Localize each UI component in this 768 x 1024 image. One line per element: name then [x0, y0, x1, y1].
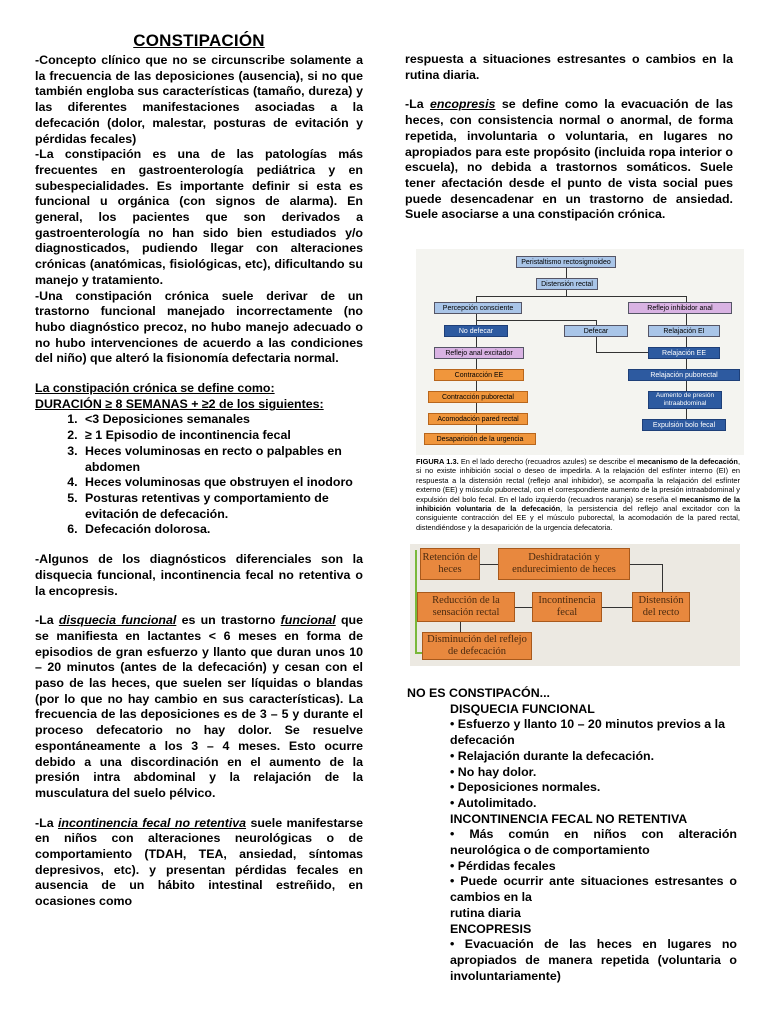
left-column: [35, 53, 363, 910]
dyschezia-title: DISQUECIA FUNCIONAL: [450, 701, 595, 716]
box-contraccion-puborectal: Contracción puborectal: [428, 391, 528, 403]
constipation-cycle-diagram: [410, 544, 740, 666]
box-relajacion-ei: Relajación EI: [648, 325, 720, 337]
dyschezia-item: • No hay dolor.: [450, 764, 537, 779]
criteria-item: 4. Heces voluminosas que obstruyen el inodoro: [81, 475, 363, 491]
incontinence-item: rutina diaria: [450, 905, 521, 920]
figure1-caption: FIGURA 1.3. En el lado derecho (recuadros azules) se describe el mecanismo de la defecación, si no existe inhibición social o deseo de impedirla. A la relajación del esfínter interno (EI) en respuesta a la distensión rectal (reflejo anal inhibidor), se acompaña la relajación del esfínter externo (EE) y músculo puborectal, con el correspondiente aumento de la presión intraabdominal y expulsión del bolo fecal. En el lado izquierdo (recuadros naranja) se reseña el mecanismo de la inhibición voluntaria de la defecación, la persistencia del reflejo anal excitador con la consiguiente contracción del EE y el músculo puborectal, la acomodación de la pared rectal, distendiéndose y la desaparición de la urgencia defecatoria.: [416, 457, 741, 532]
box-acomodacion: Acomodación pared rectal: [428, 413, 528, 425]
criteria-item: 2. ≥ 1 Episodio de incontinencia fecal: [81, 428, 363, 444]
frequency-paragraph: -La constipación es una de las patologías más frecuentes en gastroenterología pediátrica y en subespecialidades. Es importante definir si esta es funcional u orgánica (con signos de alarma). En general, los pacientes que son derivados a gastroenterología no han sido bien estudiados y/o diagnosticados, pudiendo llegar con alteraciones crónicas (anatómicas, fisiológicas, etc), dificultando su manejo y tratamiento.: [35, 147, 363, 287]
dyschezia-item: • Esfuerzo y llanto 10 – 20 minutos previos a la defecación: [450, 717, 725, 748]
box-relajacion-ee: Relajación EE: [648, 347, 720, 359]
right-column: [405, 52, 733, 223]
box-desaparicion: Desaparición de la urgencia: [424, 433, 536, 445]
box-defecar: Defecar: [564, 325, 628, 337]
chronic-paragraph: -Una constipación crónica suele derivar de un trastorno funcional manejado incorrectamente (no hubo diagnóstico precoz, no hubo manejo adecuado o no hubo intervenciones de acuerdo a las condiciones del niño) que alteró la fisionomía defectaria normal.: [35, 288, 363, 366]
dyschezia-paragraph: -La disquecia funcional es un trastorno funcional que se manifiesta en lactantes < 6 meses en forma de episodios de gran esfuerzo y llanto que duran unos 10 – 20 minutos (antes de la defecación) y cesan con el paso de las heces, que suelen ser líquidas o blandas (por lo que no hay cambio en sus características). La frecuencia de las deposiciones es de 3 – 5 y durante el proceso defecatorio no hay dolor. Se resuelve espontáneamente a los 3 – 4 meses. Esto ocurre debido a una discordinación en el aumento de la presión intra abdominal y la relajación de la musculatura del suelo pélvico.: [35, 613, 363, 800]
box-reduccion: Reducción de la sensación rectal: [417, 592, 515, 622]
criteria-item: 6. Defecación dolorosa.: [81, 522, 363, 538]
encopresis-item: • Evacuación de las heces en lugares no apropiados de manera repetida (voluntaria o involuntariamente): [450, 937, 737, 983]
box-percepcion: Percepción consciente: [434, 302, 522, 314]
box-relajacion-puborectal: Relajación puborectal: [628, 369, 740, 381]
incontinence-item: • Más común en niños con alteración neurológica o de comportamiento: [450, 827, 737, 858]
box-reflejo-excitador: Reflejo anal excitador: [434, 347, 524, 359]
dyschezia-item: • Deposiciones normales.: [450, 780, 601, 795]
not-constipation-heading: NO ES CONSTIPACÓN...: [407, 686, 550, 700]
incontinence-title: INCONTINENCIA FECAL NO RETENTIVA: [450, 811, 688, 826]
box-distension: Distensión rectal: [536, 278, 598, 290]
differential-paragraph: -Algunos de los diagnósticos diferenciales son la disquecia funcional, incontinencia fecal no retentiva o la encopresis.: [35, 552, 363, 598]
encopresis-title: ENCOPRESIS: [450, 921, 532, 936]
dyschezia-term: disquecia funcional: [58, 613, 177, 628]
definition-title: La constipación crónica se define como:: [35, 381, 275, 396]
continuation-paragraph: respuesta a situaciones estresantes o cambios en la rutina diaria.: [405, 52, 733, 82]
defecation-mechanism-diagram: [416, 249, 744, 455]
incontinence-item: • Puede ocurrir ante situaciones estresantes o cambios en la: [450, 874, 737, 905]
functional-term: funcional: [280, 613, 336, 628]
criteria-item: 5. Posturas retentivas y comportamiento de evitación de defecación.: [81, 491, 363, 522]
box-reflejo-inhibidor: Reflejo inhibidor anal: [628, 302, 732, 314]
definition-subtitle: DURACIÓN ≥ 8 SEMANAS + ≥2 de los siguientes:: [35, 396, 324, 411]
box-distension-recto: Distensión del recto: [632, 592, 690, 622]
criteria-item: 3. Heces voluminosas en recto o palpables en abdomen: [81, 444, 363, 475]
criteria-item: 1. <3 Deposiciones semanales: [81, 412, 363, 428]
encopresis-paragraph: -La encopresis se define como la evacuación de las heces, con consistencia normal o anormal, de forma repetida, involuntaria o voluntaria, en lugares no apropiados para este propósito (incluida ropa interior o escuela), no debida a trastornos somáticos. Suele tener afectación desde el punto de vista social pues puede desencadenar en un trastorno de ansiedad. Suele asociarse a una constipación crónica.: [405, 97, 733, 222]
incontinence-item: • Pérdidas fecales: [450, 858, 556, 873]
box-deshidratacion: Deshidratación y endurecimiento de heces: [498, 548, 630, 580]
box-no-defecar: No defecar: [444, 325, 508, 337]
incontinence-term: incontinencia fecal no retentiva: [57, 815, 247, 830]
criteria-list: [35, 412, 363, 538]
incontinence-paragraph: -La incontinencia fecal no retentiva suele manifestarse en niños con alteraciones neurológicas o de comportamiento (TDAH, TEA, ansiedad, síntomas depresivos, etc). y presentan pérdidas fecales en ausencia de un hábito intestinal estreñido, en ocasiones como: [35, 815, 363, 909]
encopresis-term: encopresis: [429, 97, 496, 112]
dyschezia-item: • Relajación durante la defecación.: [450, 748, 655, 763]
not-constipation-section: [407, 686, 737, 984]
box-disminucion: Disminución del reflejo de defecación: [422, 632, 532, 660]
concept-paragraph: -Concepto clínico que no se circunscribe solamente a la frecuencia de las deposiciones (ausencia), si no que también engloba sus características (tamaño, dureza) y las diferentes manifestaciones asociadas a la defecación (dolor, malestar, posturas de evitación y pérdidas fecales): [35, 53, 363, 146]
box-contraccion-ee: Contracción EE: [434, 369, 524, 381]
box-expulsion: Expulsión bolo fecal: [642, 419, 726, 431]
box-incontinencia: Incontinencia fecal: [532, 592, 602, 622]
dyschezia-item: • Autolimitado.: [450, 795, 537, 810]
box-aumento-presion: Aumento de presión intraabdominal: [648, 391, 722, 409]
page-title: CONSTIPACIÓN: [133, 31, 265, 50]
box-peristaltismo: Peristaltismo rectosigmoideo: [516, 256, 616, 268]
box-retencion: Retención de heces: [420, 548, 480, 580]
